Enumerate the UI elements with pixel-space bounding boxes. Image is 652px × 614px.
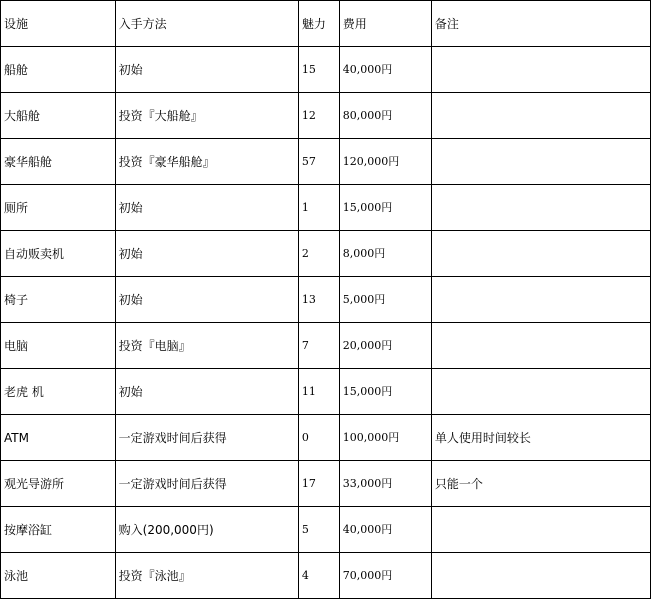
table-row	[1, 93, 651, 139]
cell-charm: 57	[298, 139, 339, 185]
cell-method: 初始	[115, 277, 298, 323]
cell-method: 初始	[115, 47, 298, 93]
cell-facility: 椅子	[1, 277, 116, 323]
cell-cost: 100,000円	[339, 415, 431, 461]
cell-facility: 船舱	[1, 47, 116, 93]
cell-facility: 大船舱	[1, 93, 116, 139]
cell-charm: 15	[298, 47, 339, 93]
cell-method: 初始	[115, 369, 298, 415]
cell-note: 单人使用时间较长	[431, 415, 650, 461]
table-row	[1, 185, 651, 231]
cell-cost: 15,000円	[339, 185, 431, 231]
cell-facility: 自动贩卖机	[1, 231, 116, 277]
cell-note	[431, 231, 650, 277]
cell-cost: 33,000円	[339, 461, 431, 507]
table-row	[1, 323, 651, 369]
table-row	[1, 139, 651, 185]
header-charm: 魅力	[298, 1, 339, 47]
cell-method: 投资『大船舱』	[115, 93, 298, 139]
cell-note	[431, 185, 650, 231]
table-header-row	[1, 1, 651, 47]
cell-facility: 电脑	[1, 323, 116, 369]
cell-facility: 泳池	[1, 553, 116, 599]
cell-method: 一定游戏时间后获得	[115, 415, 298, 461]
cell-facility: 豪华船舱	[1, 139, 116, 185]
cell-charm: 4	[298, 553, 339, 599]
table-row	[1, 47, 651, 93]
cell-method: 投资『泳池』	[115, 553, 298, 599]
cell-note	[431, 277, 650, 323]
table-row	[1, 461, 651, 507]
cell-method: 购入(200,000円)	[115, 507, 298, 553]
cell-note	[431, 139, 650, 185]
cell-charm: 11	[298, 369, 339, 415]
cell-note	[431, 553, 650, 599]
cell-note	[431, 369, 650, 415]
cell-facility: 按摩浴缸	[1, 507, 116, 553]
table-row	[1, 415, 651, 461]
table-row	[1, 369, 651, 415]
cell-note	[431, 93, 650, 139]
cell-facility: 厕所	[1, 185, 116, 231]
table-row	[1, 507, 651, 553]
cell-note	[431, 323, 650, 369]
cell-note: 只能一个	[431, 461, 650, 507]
cell-cost: 20,000円	[339, 323, 431, 369]
cell-charm: 12	[298, 93, 339, 139]
cell-charm: 13	[298, 277, 339, 323]
cell-charm: 7	[298, 323, 339, 369]
cell-facility: 观光导游所	[1, 461, 116, 507]
header-note: 备注	[431, 1, 650, 47]
cell-charm: 5	[298, 507, 339, 553]
cell-method: 一定游戏时间后获得	[115, 461, 298, 507]
cell-cost: 8,000円	[339, 231, 431, 277]
cell-cost: 40,000円	[339, 47, 431, 93]
cell-charm: 1	[298, 185, 339, 231]
cell-facility: ATM	[1, 415, 116, 461]
header-cost: 费用	[339, 1, 431, 47]
header-facility: 设施	[1, 1, 116, 47]
cell-method: 初始	[115, 185, 298, 231]
cell-cost: 5,000円	[339, 277, 431, 323]
table-row	[1, 553, 651, 599]
cell-note	[431, 507, 650, 553]
cell-cost: 15,000円	[339, 369, 431, 415]
cell-method: 投资『豪华船舱』	[115, 139, 298, 185]
cell-cost: 80,000円	[339, 93, 431, 139]
cell-charm: 2	[298, 231, 339, 277]
table-row	[1, 231, 651, 277]
header-method: 入手方法	[115, 1, 298, 47]
cell-method: 投资『电脑』	[115, 323, 298, 369]
cell-cost: 40,000円	[339, 507, 431, 553]
cell-cost: 120,000円	[339, 139, 431, 185]
cell-facility: 老虎 机	[1, 369, 116, 415]
cell-note	[431, 47, 650, 93]
table-row	[1, 277, 651, 323]
cell-cost: 70,000円	[339, 553, 431, 599]
cell-charm: 0	[298, 415, 339, 461]
cell-charm: 17	[298, 461, 339, 507]
cell-method: 初始	[115, 231, 298, 277]
